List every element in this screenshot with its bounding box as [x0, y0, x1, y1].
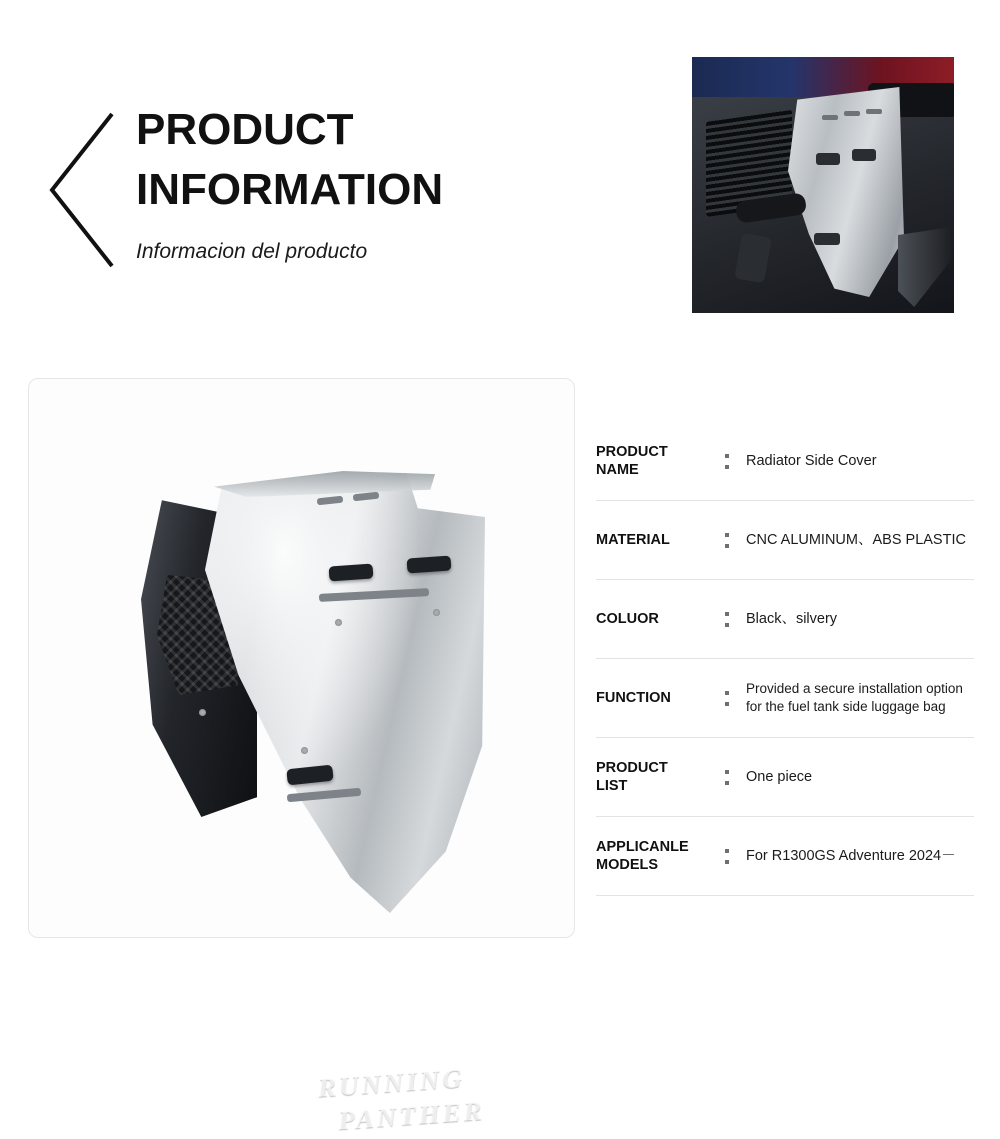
- spec-value: Radiator Side Cover: [746, 452, 877, 469]
- spec-label-line-2: NAME: [596, 462, 639, 478]
- page-title-line-1: PRODUCT: [136, 105, 354, 154]
- product-mount-hole: [199, 709, 206, 716]
- installed-product-photo: [692, 57, 954, 313]
- spec-label-line-1: COLUOR: [596, 611, 659, 627]
- spec-label: [596, 838, 714, 874]
- table-row: [596, 500, 974, 579]
- colon-separator-icon: [714, 612, 740, 627]
- spec-label-line-1: MATERIAL: [596, 532, 670, 548]
- table-row: [596, 579, 974, 658]
- spec-value: For R1300GS Adventure 2024－: [746, 847, 956, 864]
- specification-table: [596, 422, 974, 896]
- product-rubber-tab: [329, 563, 374, 581]
- spec-label: [596, 689, 714, 707]
- table-row: [596, 422, 974, 500]
- chevron-left-icon: [46, 110, 116, 270]
- spec-label-line-1: FUNCTION: [596, 690, 671, 706]
- page-title-line-2: INFORMATION: [136, 165, 444, 214]
- product-mount-hole: [335, 619, 342, 626]
- photo-cover-slot: [822, 115, 838, 120]
- photo-cover-tab: [816, 153, 840, 165]
- spec-label-line-1: PRODUCT: [596, 444, 668, 460]
- colon-separator-icon: [714, 533, 740, 548]
- product-mount-hole: [433, 609, 440, 616]
- product-photo: [28, 378, 575, 1136]
- spec-label-line-2: MODELS: [596, 857, 659, 873]
- table-row: [596, 737, 974, 816]
- photo-cover-slot: [866, 109, 882, 114]
- spec-value: CNC ALUMINUM、ABS PLASTIC: [746, 531, 966, 548]
- colon-separator-icon: [714, 691, 740, 706]
- colon-separator-icon: [714, 849, 740, 864]
- table-row: [596, 816, 974, 896]
- photo-cover-tab: [814, 233, 840, 245]
- colon-separator-icon: [714, 770, 740, 785]
- page-subtitle: Informacion del producto: [136, 240, 368, 263]
- photo-cover-tab: [852, 149, 876, 161]
- spec-value: Provided a secure installation option for the fuel tank side luggage bag: [746, 681, 963, 714]
- watermark-line-2: PANTHER: [337, 1095, 486, 1136]
- spec-label: [596, 759, 714, 795]
- watermark: [317, 1059, 486, 1138]
- spec-label-line-1: PRODUCT: [596, 760, 668, 776]
- product-mount-hole: [301, 747, 308, 754]
- colon-separator-icon: [714, 454, 740, 469]
- photo-cover-slot: [844, 111, 860, 116]
- spec-label-line-2: LIST: [596, 778, 628, 794]
- page-title: [136, 100, 606, 264]
- spec-value: One piece: [746, 768, 813, 785]
- spec-label-line-1: APPLICANLE: [596, 839, 689, 855]
- table-row: [596, 658, 974, 737]
- spec-value: Black、silvery: [746, 610, 838, 627]
- spec-label: [596, 610, 714, 628]
- spec-label: [596, 443, 714, 479]
- product-rubber-tab: [407, 555, 452, 573]
- watermark-line-1: RUNNING: [316, 1062, 466, 1103]
- spec-label: [596, 531, 714, 549]
